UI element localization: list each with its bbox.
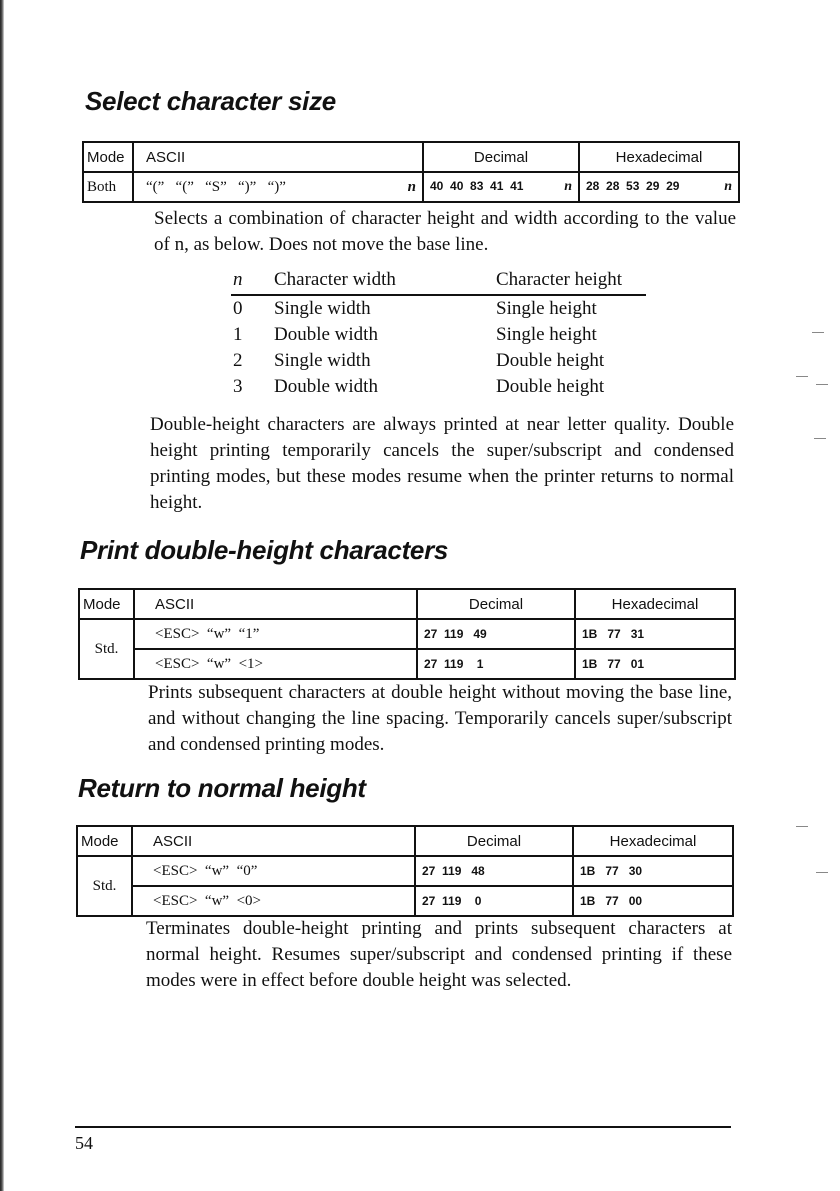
size-width: Single width — [274, 298, 371, 319]
header-decimal: Decimal — [415, 826, 573, 856]
size-width: Double width — [274, 324, 378, 345]
cell-decimal: 27 119 1 — [417, 649, 575, 679]
cell-ascii: <ESC> “w” “1” — [134, 619, 417, 649]
paragraph-normal-height-description: Terminates double-height printing and prints subsequent characters at normal height. Resumes super/subscript and condensed printing if these modes were in effect before double height was selected. — [146, 918, 732, 991]
margin-mark — [796, 826, 808, 827]
cell-mode: Std. — [79, 619, 134, 679]
ascii-n: n — [407, 178, 416, 195]
table-header-row — [79, 589, 735, 619]
section-title-return-normal-height: Return to normal height — [78, 773, 366, 803]
cell-hex: 1B 77 01 — [575, 649, 735, 679]
size-n: 3 — [233, 376, 243, 397]
paragraph-select-size-intro: Selects a combination of character height and width according to the value of n, as below. Does not move the base line. — [154, 208, 736, 255]
footer-rule — [75, 1126, 731, 1128]
cell-decimal — [423, 172, 579, 202]
header-hex: Hexadecimal — [575, 589, 735, 619]
size-height: Double height — [496, 376, 605, 397]
cell-hex: 1B 77 30 — [573, 856, 733, 886]
size-width: Double width — [274, 376, 378, 397]
page-edge-line — [0, 0, 4, 1191]
cell-hex — [579, 172, 739, 202]
table-row — [77, 856, 733, 886]
cell-ascii: <ESC> “w” <1> — [134, 649, 417, 679]
character-size-table — [231, 266, 646, 400]
header-hex: Hexadecimal — [573, 826, 733, 856]
hex-n: n — [724, 179, 732, 194]
command-table-double-height — [78, 588, 736, 680]
margin-mark — [816, 384, 828, 385]
ascii-value: “(” “(” “S” “)” “)” — [146, 178, 286, 195]
header-mode: Mode — [83, 142, 133, 172]
table-row — [79, 649, 735, 679]
size-height: Double height — [496, 350, 605, 371]
table-header-row — [83, 142, 739, 172]
decimal-value: 40 40 83 41 41 — [430, 179, 524, 193]
cell-decimal: 27 119 0 — [415, 886, 573, 916]
margin-mark — [816, 872, 828, 873]
cell-ascii — [133, 172, 423, 202]
page-number: 54 — [75, 1133, 93, 1153]
paragraph-double-height-note: Double-height characters are always printed at near letter quality. Double height printing temporarily cancels the super/subscript and condensed printing modes, but these modes resume when the printer returns to normal height. — [150, 414, 734, 513]
size-row — [231, 348, 646, 374]
size-row — [231, 295, 646, 322]
header-mode: Mode — [79, 589, 134, 619]
size-table-header — [231, 266, 646, 295]
header-hex: Hexadecimal — [579, 142, 739, 172]
cell-decimal: 27 119 49 — [417, 619, 575, 649]
paragraph-double-height-description: Prints subsequent characters at double height without moving the base line, and without changing the line spacing. Temporarily cancels super/subscript and condensed printing modes. — [148, 682, 732, 755]
header-mode: Mode — [77, 826, 132, 856]
size-header-width: Character width — [274, 266, 496, 295]
size-n: 1 — [233, 324, 243, 345]
table-row — [77, 886, 733, 916]
header-ascii: ASCII — [132, 826, 415, 856]
size-height: Single height — [496, 324, 597, 345]
cell-ascii: <ESC> “w” <0> — [132, 886, 415, 916]
size-width: Single width — [274, 350, 371, 371]
header-decimal: Decimal — [423, 142, 579, 172]
cell-hex: 1B 77 31 — [575, 619, 735, 649]
decimal-n: n — [564, 179, 572, 194]
size-n: 0 — [233, 298, 243, 319]
margin-mark — [812, 332, 824, 333]
cell-mode: Both — [83, 172, 133, 202]
cell-mode: Std. — [77, 856, 132, 916]
size-height: Single height — [496, 298, 597, 319]
margin-mark — [796, 376, 808, 377]
size-header-n: n — [231, 266, 274, 295]
size-row — [231, 374, 646, 400]
margin-mark — [814, 438, 826, 439]
header-ascii: ASCII — [133, 142, 423, 172]
cell-decimal: 27 119 48 — [415, 856, 573, 886]
section-title-select-character-size: Select character size — [85, 86, 336, 116]
size-n: 2 — [233, 350, 243, 371]
table-header-row — [77, 826, 733, 856]
cell-ascii: <ESC> “w” “0” — [132, 856, 415, 886]
command-table-normal-height — [76, 825, 734, 917]
header-decimal: Decimal — [417, 589, 575, 619]
cell-hex: 1B 77 00 — [573, 886, 733, 916]
hex-value: 28 28 53 29 29 — [586, 179, 680, 193]
table-row — [83, 172, 739, 202]
section-title-print-double-height: Print double-height characters — [80, 535, 449, 565]
command-table-select-size — [82, 141, 740, 203]
table-row — [79, 619, 735, 649]
header-ascii: ASCII — [134, 589, 417, 619]
size-header-height: Character height — [496, 266, 646, 295]
size-row — [231, 322, 646, 348]
